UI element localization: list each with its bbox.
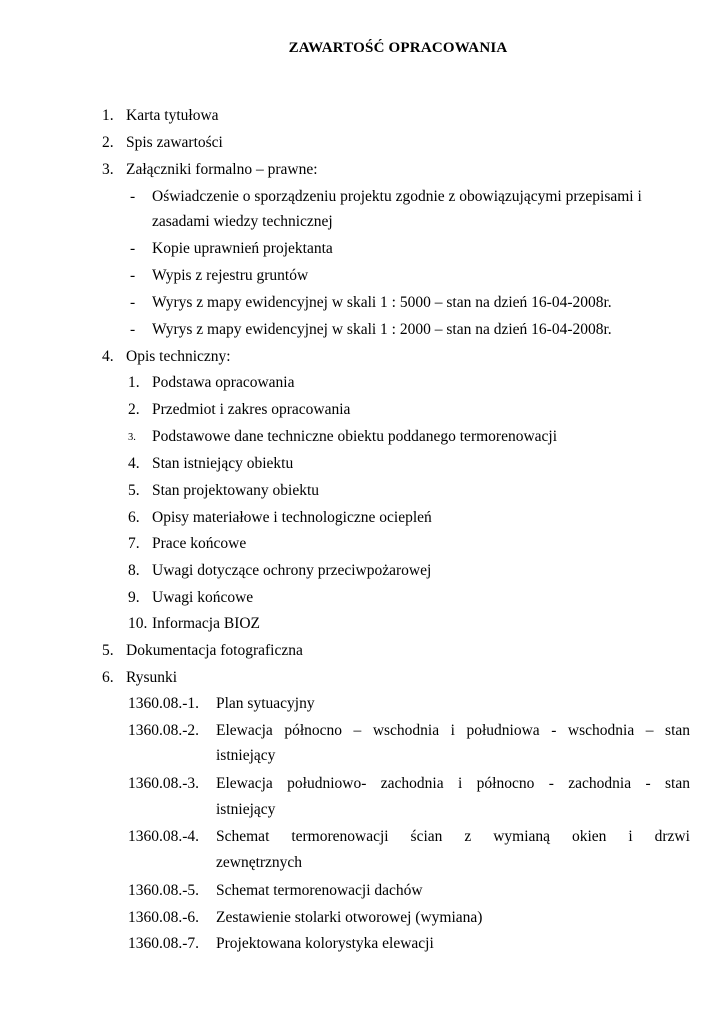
sub-list-item: Informacja BIOZ — [152, 615, 261, 632]
dash-bullet: - — [130, 294, 136, 311]
list-item: Dokumentacja fotograficzna — [126, 642, 303, 659]
drawing-title-word: z — [464, 828, 472, 845]
drawing-title-word: Elewacja — [216, 775, 273, 792]
sub-list-item: Prace końcowe — [152, 535, 247, 552]
sub-list-number: 1. — [128, 374, 140, 391]
drawing-title-word: Elewacja — [216, 722, 273, 739]
sub-list-item: Uwagi końcowe — [152, 589, 254, 606]
drawing-title-word: – — [645, 722, 654, 739]
sub-list-number: 3. — [128, 432, 136, 443]
dash-bullet: - — [130, 240, 136, 257]
sub-list-item: Wyrys z mapy ewidencyjnej w skali 1 : 2000 – stan na dzień 16-04-2008r. — [152, 321, 612, 338]
sub-list-item: Podstawa opracowania — [152, 374, 295, 391]
sub-list-item: Wypis z rejestru gruntów — [152, 267, 309, 284]
drawing-title-word: północno — [476, 775, 535, 792]
sub-list-item: Przedmiot i zakres opracowania — [152, 401, 351, 418]
sub-list-number: 10. — [128, 615, 148, 632]
sub-list-item: Stan istniejący obiektu — [152, 455, 294, 472]
drawing-title-word: - — [548, 775, 554, 792]
drawing-title: Plan sytuacyjny — [216, 695, 315, 712]
sub-list-item: Kopie uprawnień projektanta — [152, 240, 333, 257]
sub-list-number: 6. — [128, 509, 140, 526]
drawing-title-word: i — [628, 828, 633, 845]
drawing-title — [216, 827, 690, 847]
drawing-title-continuation: zewnętrznych — [216, 854, 303, 871]
sub-list-number: 8. — [128, 562, 140, 579]
drawing-title — [216, 721, 690, 741]
sub-list-item: Stan projektowany obiektu — [152, 482, 320, 499]
drawing-title-word: - — [645, 775, 651, 792]
sub-list-item: Wyrys z mapy ewidencyjnej w skali 1 : 5000 – stan na dzień 16-04-2008r. — [152, 294, 612, 311]
drawing-code: 1360.08.-1. — [128, 695, 200, 712]
drawing-title-word: stan — [665, 722, 690, 739]
sub-list-item: Uwagi dotyczące ochrony przeciwpożarowej — [152, 562, 432, 579]
drawing-title: Projektowana kolorystyka elewacji — [216, 935, 434, 952]
drawing-title-word: zachodnia — [380, 775, 444, 792]
drawing-code: 1360.08.-4. — [128, 828, 200, 845]
list-number: 2. — [102, 134, 114, 151]
drawing-title-word: – — [353, 722, 362, 739]
list-item: Opis techniczny: — [126, 348, 231, 365]
drawing-title-word: południowa — [466, 722, 540, 739]
sub-list-item: Oświadczenie o sporządzeniu projektu zgodnie z obowiązującymi przepisami i — [152, 188, 642, 205]
drawing-title-word: zachodnia — [568, 775, 632, 792]
drawing-code: 1360.08.-2. — [128, 722, 200, 739]
dash-bullet: - — [130, 267, 136, 284]
page-title: ZAWARTOŚĆ OPRACOWANIA — [288, 40, 508, 56]
drawing-code: 1360.08.-6. — [128, 909, 200, 926]
drawing-title-word: stan — [665, 775, 690, 792]
sub-list-number: 5. — [128, 482, 140, 499]
drawing-title-word: Schemat — [216, 828, 270, 845]
sub-list-item-continuation: zasadami wiedzy technicznej — [152, 213, 333, 230]
list-number: 4. — [102, 348, 114, 365]
dash-bullet: - — [130, 321, 136, 338]
drawing-title-word: drzwi — [654, 828, 690, 845]
list-number: 6. — [102, 669, 114, 686]
drawing-title-word: - — [551, 722, 557, 739]
list-item: Rysunki — [126, 669, 178, 686]
drawing-title-word: termorenowacji — [291, 828, 389, 845]
drawing-title-continuation: istniejący — [216, 747, 276, 764]
sub-list-number: 7. — [128, 535, 140, 552]
drawing-title-word: okien — [571, 828, 607, 845]
sub-list-item: Opisy materiałowe i technologiczne ociepleń — [152, 509, 432, 526]
drawing-code: 1360.08.-3. — [128, 775, 200, 792]
sub-list-number: 9. — [128, 589, 140, 606]
list-item: Załączniki formalno – prawne: — [126, 161, 318, 178]
list-number: 1. — [102, 107, 114, 124]
sub-list-item: Podstawowe dane techniczne obiektu poddanego termorenowacji — [152, 428, 558, 445]
drawing-title-word: wschodnia — [372, 722, 440, 739]
list-item: Karta tytułowa — [126, 107, 219, 124]
drawing-title-word: południowo- — [287, 775, 367, 792]
dash-bullet: - — [130, 188, 136, 205]
list-item: Spis zawartości — [126, 134, 223, 151]
sub-list-number: 2. — [128, 401, 140, 418]
drawing-title-word: ścian — [410, 828, 443, 845]
drawing-title-word: i — [450, 722, 455, 739]
drawing-code: 1360.08.-7. — [128, 935, 200, 952]
drawing-title — [216, 774, 690, 794]
list-number: 3. — [102, 161, 114, 178]
drawing-code: 1360.08.-5. — [128, 882, 200, 899]
list-number: 5. — [102, 642, 114, 659]
drawing-title: Schemat termorenowacji dachów — [216, 882, 423, 899]
drawing-title-word: północno — [284, 722, 343, 739]
drawing-title-word: wymianą — [493, 828, 551, 845]
drawing-title-word: wschodnia — [567, 722, 635, 739]
drawing-title-continuation: istniejący — [216, 801, 276, 818]
drawing-title: Zestawienie stolarki otworowej (wymiana) — [216, 909, 483, 926]
drawing-title-word: i — [457, 775, 463, 792]
sub-list-number: 4. — [128, 455, 140, 472]
